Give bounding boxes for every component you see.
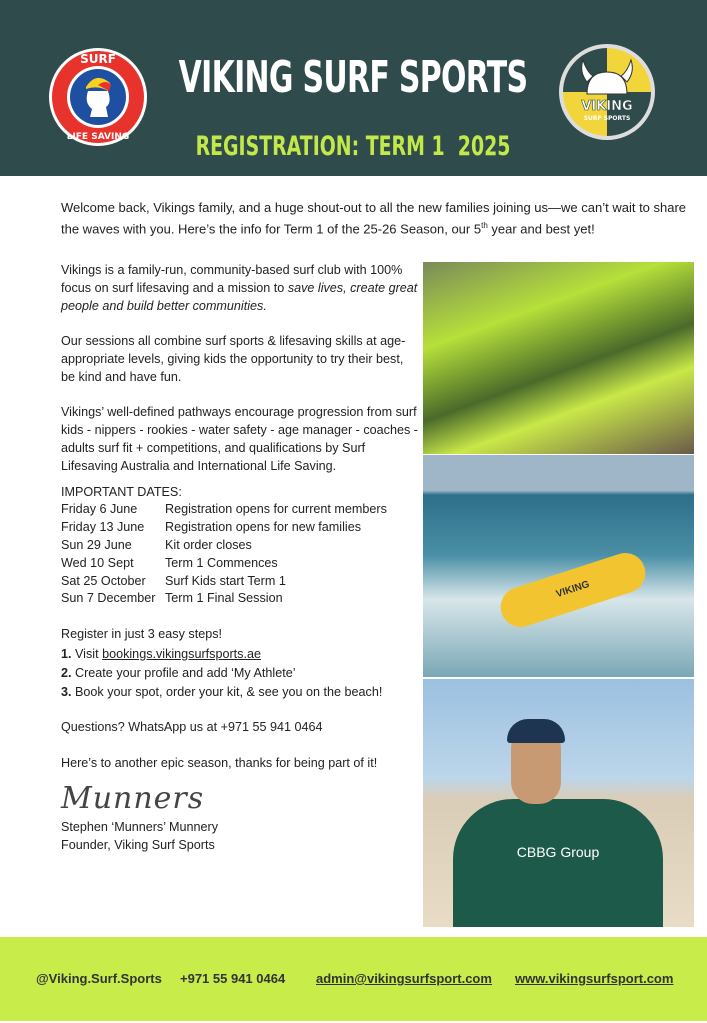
date-event: Kit order closes [165,537,252,552]
social-handle[interactable]: @Viking.Surf.Sports [36,971,162,986]
svg-text:SURF SPORTS: SURF SPORTS [583,115,631,122]
founder-cap [507,719,565,743]
svg-text:VIKING: VIKING [581,99,633,114]
svg-text:SURF: SURF [80,52,116,66]
board-text: VIKING [554,578,591,601]
about-text: Vikings is a family-run, community-based surf club with 100% focus on surf lifesaving and a mission to [61,263,403,295]
viking-surf-sports-logo [557,42,657,142]
bookings-link[interactable]: bookings.vikingsurfsports.ae [102,646,261,661]
intro-text: Welcome back, Vikings family, and a huge shout-out to all the new families joining us—we can’t wait to share the waves with you. Here’s the info for Term 1 of the 25-26 Season, our 5 [61,200,687,237]
signer-role: Founder, Viking Surf Sports [61,837,215,852]
about-paragraph [61,262,419,315]
intro-text-end: year and best yet! [487,221,595,237]
closing-text: Here’s to another epic season, thanks for being part of it! [61,755,378,770]
footer-email-link[interactable]: admin@vikingsurfsport.com [316,971,492,986]
main-content [61,262,419,854]
steps-heading: Register in just 3 easy steps! [61,627,222,642]
intro-superscript: th [481,221,488,230]
date-event: Registration opens for new families [165,520,361,535]
founder-figure [453,799,663,927]
photo-founder [423,679,694,927]
step-number: 1. [61,646,72,661]
date-event: Registration opens for current members [165,502,387,517]
dates-heading: IMPORTANT DATES: [61,484,182,499]
surf-life-saving-logo [48,47,148,147]
step-text: Create your profile and add ‘My Athlete’ [71,665,296,680]
footer-phone[interactable]: +971 55 941 0464 [180,971,286,986]
mission-text: save lives, create great people and build better communities. [61,280,418,313]
bodyboard [495,548,650,632]
footer-website-link[interactable]: www.vikingsurfsport.com [515,971,674,986]
pathways-paragraph: Vikings’ well-defined pathways encourage progression from surf kids - nippers - rookies - water safety - age manager - coaches - adults surf fit + competitions, and qualifications by Surf Lifesaving Australia and International Life Saving. [61,405,418,473]
step-2 [61,665,419,683]
footer [0,937,707,1021]
signer-name: Stephen ‘Munners’ Munnery [61,819,219,834]
page-subtitle: REGISTRATION: TERM 1 2025 [195,131,511,162]
step-number: 3. [61,684,72,699]
intro-paragraph [61,199,701,238]
photo-kids-running [423,262,694,454]
sessions-paragraph: Our sessions all combine surf sports & lifesaving skills at age-appropriate levels, giving kids the opportunity to try their best, be kind and have fun. [61,334,406,384]
signature: Munners [61,780,205,816]
questions-text: Questions? WhatsApp us at +971 55 941 0464 [61,720,323,735]
date: Wed 10 Sept [61,555,134,570]
date: Sat 25 October [61,573,146,588]
shirt-text: CBBG Group [516,844,600,860]
date-event: Surf Kids start Term 1 [165,573,286,588]
step-3 [61,684,419,702]
date-event: Term 1 Commences [165,555,278,570]
date: Sun 29 June [61,537,132,552]
date: Friday 13 June [61,520,145,535]
dates-list [61,501,419,608]
photo-girl-bodyboard [423,455,694,677]
step-text: Visit [71,646,103,661]
date: Sun 7 December [61,591,156,606]
page-title: VIKING SURF SPORTS [178,52,528,103]
header-banner [0,0,707,176]
date-event: Term 1 Final Session [165,591,283,606]
date: Friday 6 June [61,502,138,517]
step-1 [61,646,419,664]
svg-text:LIFE SAVING: LIFE SAVING [66,132,130,142]
step-number: 2. [61,665,72,680]
step-text: Book your spot, order your kit, & see you on the beach! [71,684,383,699]
